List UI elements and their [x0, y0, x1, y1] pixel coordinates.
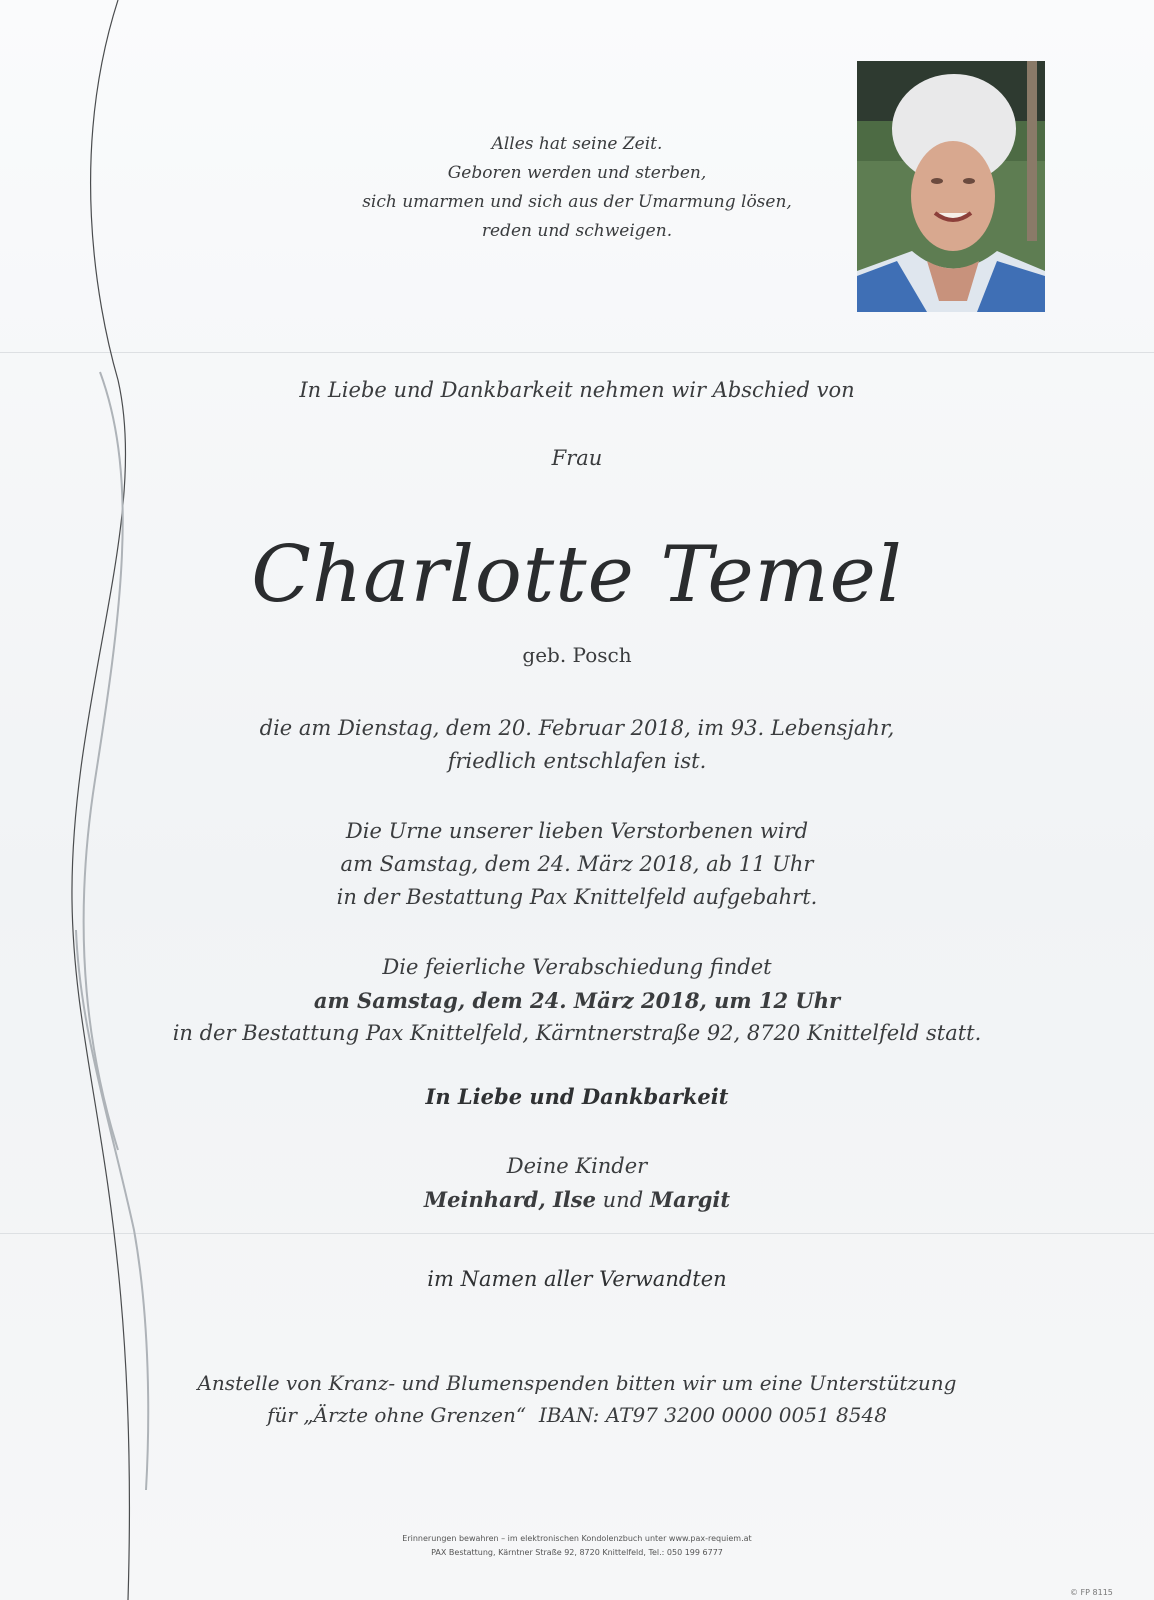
farewell-date: am Samstag, dem 24. März 2018, um 12 Uhr [313, 988, 841, 1013]
urn-line: in der Bestattung Pax Knittelfeld aufgebahrt. [336, 885, 818, 909]
quote-line: Geboren werden und sterben, [447, 163, 707, 183]
urn-notice [0, 815, 1154, 914]
donation-request [0, 1367, 1154, 1431]
quote-line: sich umarmen und sich aus der Umarmung lösen, [362, 192, 792, 212]
death-line: die am Dienstag, dem 20. Februar 2018, im 93. Lebensjahr, [259, 716, 895, 740]
farewell-notice [0, 951, 1154, 1050]
children-label: Deine Kinder [506, 1154, 648, 1178]
donation-line: Anstelle von Kranz- und Blumenspenden bitten wir um eine Unterstützung [197, 1371, 957, 1395]
intro-text: In Liebe und Dankbarkeit nehmen wir Abschied von [299, 378, 855, 402]
relatives-text: im Namen aller Verwandten [427, 1267, 727, 1291]
footer-line: Erinnerungen bewahren – im elektronischen Kondolenzbuch unter www.pax-requiem.at [402, 1534, 752, 1543]
death-line: friedlich entschlafen ist. [447, 749, 707, 773]
children-names [0, 1183, 1154, 1217]
closing-text: In Liebe und Dankbarkeit [425, 1084, 729, 1109]
children-connector: und [595, 1188, 650, 1212]
urn-line: Die Urne unserer lieben Verstorbenen wird [345, 819, 809, 843]
mourners-children [0, 1150, 1154, 1217]
farewell-line: Die feierliche Verabschiedung findet [382, 955, 772, 979]
children-name: Meinhard, Ilse [423, 1187, 596, 1212]
footer [0, 1532, 1154, 1560]
farewell-line: in der Bestattung Pax Knittelfeld, Kärntnerstraße 92, 8720 Knittelfeld statt. [172, 1021, 982, 1045]
death-notice [0, 712, 1154, 778]
footer-line: PAX Bestattung, Kärntner Straße 92, 8720 Knittelfeld, Tel.: 050 199 6777 [431, 1548, 723, 1557]
children-name: Margit [649, 1187, 731, 1212]
donation-line: für „Ärzte ohne Grenzen“ IBAN: AT97 3200 0000 0051 8548 [267, 1403, 887, 1427]
salutation: Frau [551, 446, 603, 470]
quote [0, 130, 1154, 246]
quote-line: reden und schweigen. [481, 221, 673, 241]
quote-line: Alles hat seine Zeit. [491, 134, 663, 154]
urn-line: am Samstag, dem 24. März 2018, ab 11 Uhr [340, 852, 814, 876]
deceased-name: Charlotte Temel [251, 530, 903, 620]
print-code: © FP 8115 [1070, 1588, 1113, 1597]
maiden-name: geb. Posch [522, 643, 632, 667]
